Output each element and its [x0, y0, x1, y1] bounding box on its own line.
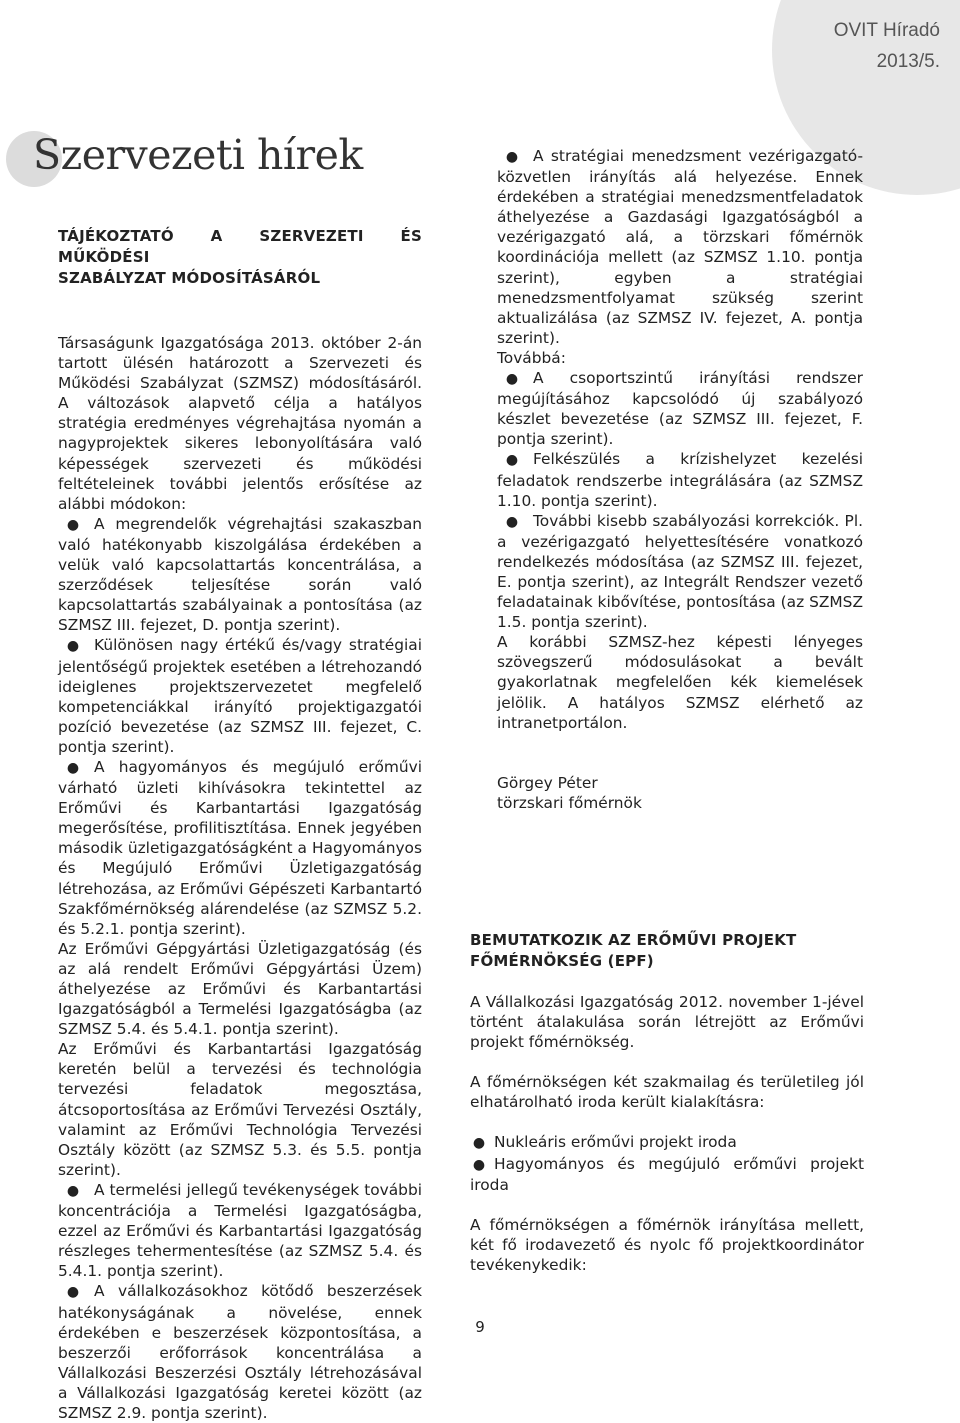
left-column	[58, 226, 422, 1423]
article1-tovabba: Továbbá:	[497, 348, 566, 367]
article2	[470, 930, 864, 1275]
page-number: 9	[475, 1318, 485, 1336]
bullet-icon: ●	[66, 638, 80, 655]
article1-heading-line2: SZABÁLYZAT MÓDOSÍTÁSÁRÓL	[58, 269, 321, 287]
list-item: ● A csoportszintű irányítási rendszer megújításához kapcsolódó új szabályozó készlet bevezetése (az SZMSZ III. fejezet, F. pontja szerint).	[497, 369, 863, 449]
article1-para1: Az Erőművi Gépgyártási Üzletigazgatóság (és az alá rendelt Erőművi Gépgyártási Üzem) áthelyezése az Erőművi és Karbantartási Igazgatóságból a Termelési Igazgatóságba (az SZMSZ 5.4. és 5.4.1. pontja szerint).	[58, 939, 422, 1039]
list-item: ● A hagyományos és megújuló erőművi várható üzleti kihívásokra tekintettel az Erőművi és Karbantartási Igazgatóság megerősítése, profilitisztítása. Ennek jegyében második üzletigazgatóságként a Hagyományos és Megújuló Erőművi Üzletigazgatóság létrehozása, az Erőművi Gépészeti Karbantartó Szakfőmérnökség alárendelése (az SZMSZ 5.2. és 5.2.1. pontja szerint).	[58, 757, 422, 938]
article1-intro: Társaságunk Igazgatósága 2013. október 2-án tartott ülésén határozott a Szervezeti és Működési Szabályzat (SZMSZ) módosításáról. A változások alapvető célja a hatályos stratégia eredményes végrehajtása nyomán a nagyprojektek sikeres lebonyolítására való képességek szervezeti és működési feltételeinek további jelentős erősítése az alábbi módokon:	[58, 334, 422, 513]
signature-name: Görgey Péter	[497, 773, 598, 792]
right-column	[497, 146, 863, 813]
bullet-icon: ●	[505, 371, 519, 388]
article2-heading-line2: FŐMÉRNÖKSÉG (EPF)	[470, 952, 654, 970]
bullet-icon: ●	[66, 516, 80, 533]
section-title-block	[6, 125, 406, 191]
bullet-icon: ●	[66, 759, 80, 776]
signature-title: törzskari főmérnök	[497, 793, 642, 812]
article2-para1: A Vállalkozási Igazgatóság 2012. november 1-jével történt átalakulása során létrejött az Erőművi projekt főmérnökség.	[470, 993, 864, 1052]
bullet-icon: ●	[66, 1284, 80, 1301]
bullet-icon: ●	[472, 1156, 486, 1173]
list-item: ● A vállalkozásokhoz kötődő beszerzések hatékonyságának a növelése, ennek érdekében e beszerzések központosítása, a beszerzői erőforrások koncentrálása a Vállalkozási Beszerzési Osztály létrehozásával a Vállalkozási Igazgatóság keretei között (az SZMSZ 2.9. pontja szerint).	[58, 1282, 422, 1422]
article2-para3: A főmérnökségen a főmérnök irányítása mellett, két fő irodavezető és nyolc fő projektkoordinátor tevékenykedik:	[470, 1215, 864, 1274]
bullet-icon: ●	[472, 1135, 486, 1152]
article2-heading-line1: BEMUTATKOZIK AZ ERŐMŰVI PROJEKT	[470, 931, 797, 949]
bullet-icon: ●	[66, 1182, 80, 1199]
article1-heading-line1: TÁJÉKOZTATÓ A SZERVEZETI ÉS MŰKÖDÉSI	[58, 227, 422, 266]
list-item: ● További kisebb szabályozási korrekciók. Pl. a vezérigazgató helyettesítésére vonatkozó rendelkezés módosítása (az SZMSZ III. fejezet, E. pontja szerint), az Integrált Rendszer vezető feladatainak kibővítése, pontosítása (az SZMSZ 1.5. pontja szerint).	[497, 511, 863, 632]
article2-para2: A főmérnökségen két szakmailag és területileg jól elhatárolható iroda került kialakításra:	[470, 1073, 864, 1112]
publication-name: OVIT Híradó	[833, 20, 940, 41]
list-item: ● Hagyományos és megújuló erőművi projekt iroda	[470, 1154, 864, 1194]
list-item: ● Különösen nagy értékű és/vagy stratégiai jelentőségű projektek esetében a létrehozandó ideiglenes projektszervezetet megfelelő kompetenciákkal irányító projektigazgatói pozíció bevezetése (az SZMSZ III. fejezet, C. pontja szerint).	[58, 636, 422, 756]
list-item: ● Nukleáris erőművi projekt iroda	[470, 1132, 864, 1153]
article1-para2: Az Erőművi és Karbantartási Igazgatóság keretén belül a tervezési és technológia tervezési feladatok megosztása, átcsoportosítása az Erőművi Tervezési Osztály, valamint az Erőművi Technológia Tervezési Osztály között (az SZMSZ 5.3. és 5.5. pontja szerint).	[58, 1040, 422, 1179]
bullet-icon: ●	[505, 513, 519, 530]
bullet-icon: ●	[505, 452, 519, 469]
bullet-icon: ●	[505, 149, 519, 165]
article1-closing: A korábbi SZMSZ-hez képesti lényeges szövegszerű módosulásokat a bevált gyakorlatnak megfelelően kék kiemelések jelölik. A hatályos SZMSZ elérhető az intranetportálon.	[497, 633, 863, 732]
list-item: ● Felkészülés a krízishelyzet kezelési feladatok rendszerbe integrálására (az SZMSZ 1.10. pontja szerint).	[497, 450, 863, 510]
issue-number: 2013/5.	[876, 51, 940, 72]
section-title: Szervezeti hírek	[33, 131, 363, 179]
list-item: ● A termelési jellegű tevékenységek további koncentrációja a Termelési Igazgatóságba, ezzel az Erőművi és Karbantartási Igazgatóság részleges tehermentesítése (az SZMSZ 5.4. és 5.4.1. pontja szerint).	[58, 1180, 422, 1281]
list-item: ● A stratégiai menedzsment vezérigazgató-közvetlen irányítás alá helyezése. Ennek érdekében a stratégiai menedzsmentfeladatok áthelyezése a Gazdasági Igazgatóságból a vezérigazgató alá, a törzskari főmérnök koordinációja mellett (az SZMSZ 1.10. pontja szerint), egyben a stratégiai menedzsmentfolyamat szükség szerint aktualizálása (az SZMSZ IV. fejezet, A. pontja szerint).	[497, 147, 863, 347]
list-item: ● A megrendelők végrehajtási szakaszban való hatékonyabb kiszolgálása érdekében a velük való kapcsolattartás koncentrálása, a szerződések teljesítése során való kapcsolattartás szabályainak a pontosítása (az SZMSZ III. fejezet, D. pontja szerint).	[58, 514, 422, 635]
